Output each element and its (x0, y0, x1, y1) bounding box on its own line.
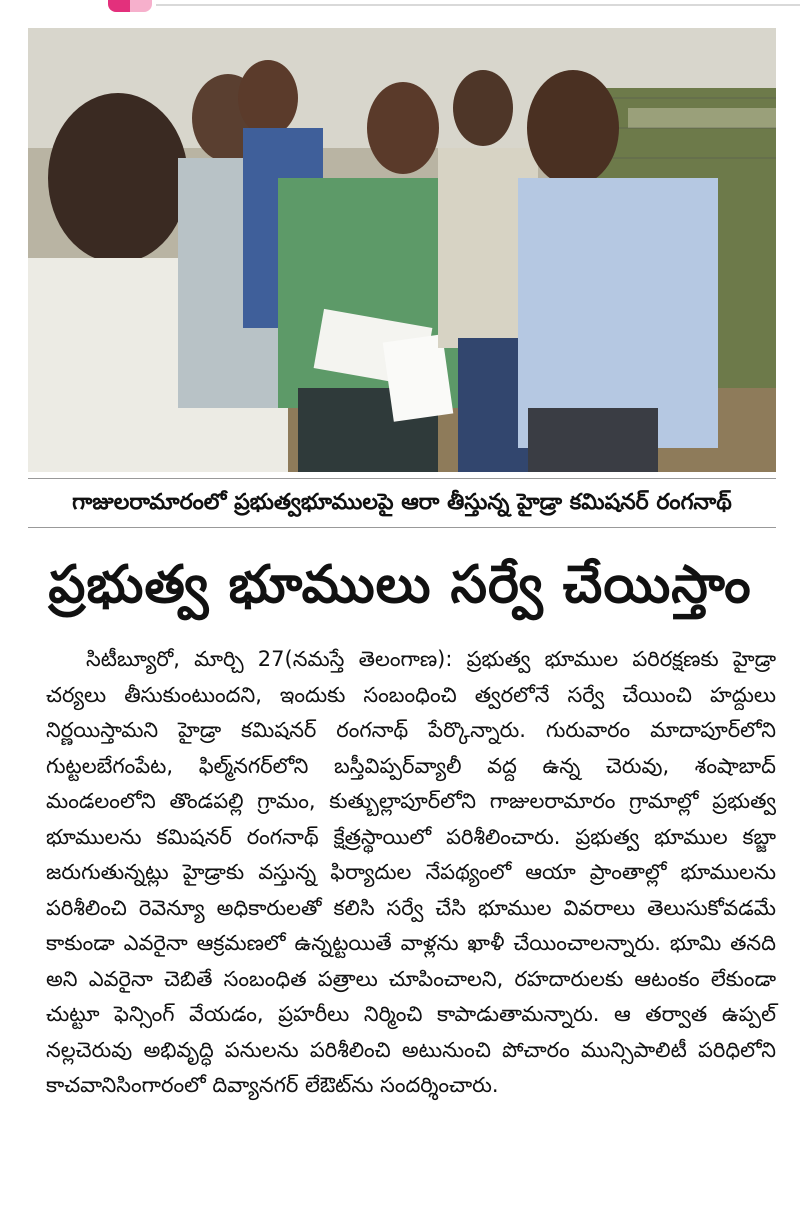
news-photo (28, 28, 776, 472)
photo-caption: గాజులరామారంలో ప్రభుత్వభూములపై ఆరా తీస్తున్న హైడ్రా కమిషనర్ రంగనాథ్ (28, 478, 776, 528)
article-dateline: సిటీబ్యూరో, మార్చి 27(నమస్తే తెలంగాణ): (86, 647, 453, 671)
divider (156, 4, 800, 6)
page-tab-marker (108, 0, 152, 12)
article-text: ప్రభుత్వ భూముల పరిరక్షణకు హైడ్రా చర్యలు తీసుకుంటుందని, ఇందుకు సంబంధించి త్వరలోనే సర్వే చేయించి హద్దులు నిర్ణయిస్తామని హైడ్రా కమిషనర్ రంగనాథ్ పేర్కొన్నారు. గురువారం మాదాపూర్‌లోని గుట్టలబేగంపేట, ఫిల్మ్‌నగర్‌లోని బస్తీవిప్పర్‌వ్యాలీ వద్ద ఉన్న చెరువు, శంషాబాద్ మండలంలోని తొండపల్లి గ్రామం, కుత్బుల్లాపూర్‌లోని గాజులరామారం గ్రామాల్లో ప్రభుత్వ భూములను కమిషనర్ రంగనాథ్ క్షేత్రస్థాయిలో పరిశీలించారు. ప్రభుత్వ భూముల కబ్జా జరుగుతున్నట్లు హైడ్రాకు వస్తున్న ఫిర్యాదుల నేపథ్యంలో ఆయా ప్రాంతాల్లో భూములను పరిశీలించి రెవెన్యూ అధికారులతో కలిసి సర్వే చేసి భూముల వివరాలు తెలుసుకోవడమే కాకుండా ఎవరైనా ఆక్రమణలో ఉన్నట్టయితే వాళ్లను ఖాళీ చేయించాలన్నారు. భూమి తనది అని ఎవరైనా చెబితే సంబంధిత పత్రాలు చూపించాలని, రహదారులకు ఆటంకం లేకుండా చుట్టూ ఫెన్సింగ్ వేయడం, ప్రహరీలు నిర్మించి కాపాడుతామన్నారు. ఆ తర్వాత ఉప్పల్ నల్లచెరువు అభివృద్ధి పనులను పరిశీలించి అటునుంచి పోచారం మున్సిపాలిటీ పరిధిలోని కాచవానిసింగారంలో దివ్యానగర్ లేఔట్‌ను సందర్శించారు. (46, 647, 776, 1097)
article-headline: ప్రభుత్వ భూములు సర్వే చేయిస్తాం (48, 555, 752, 615)
article-body (46, 642, 776, 1104)
article-paragraph (46, 642, 776, 1104)
top-bar (0, 0, 800, 14)
